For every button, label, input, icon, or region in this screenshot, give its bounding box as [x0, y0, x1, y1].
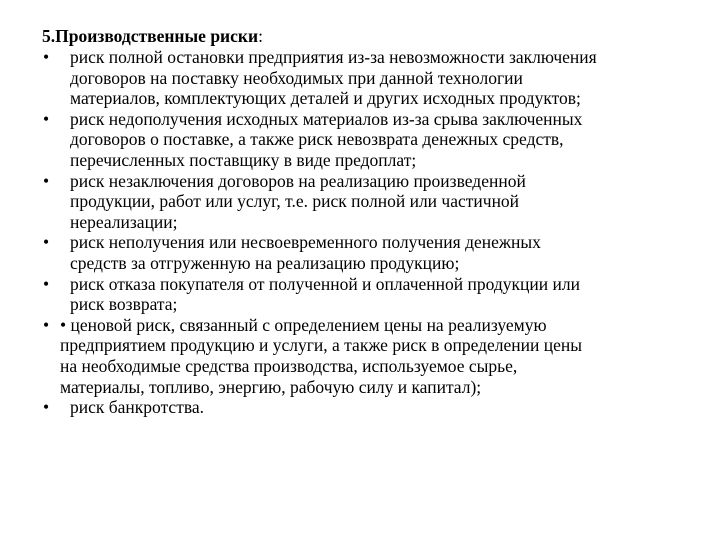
list-item [42, 232, 702, 273]
list-item-text: риск неполучения или несвоевременного получения денежных средств за отгруженную на реализацию продукцию; [70, 232, 541, 273]
bullet-icon: • [43, 397, 50, 418]
list-item [42, 47, 702, 109]
list-item [42, 109, 702, 171]
section-title-colon: : [258, 26, 263, 46]
list-item-text: риск полной остановки предприятия из-за невозможности заключения договоров на поставку необходимых при данной технологии материалов, комплектующих деталей и других исходных продуктов; [70, 47, 597, 109]
list-item-text: риск отказа покупателя от полученной и оплаченной продукции или риск возврата; [70, 273, 580, 315]
slide-content [42, 26, 702, 418]
section-title: 5.Производственные риски [42, 26, 259, 46]
list-item-text: риск незаключения договоров на реализацию произведенной продукции, работ или услуг, т.е. риск полной или частичной нереализации; [70, 170, 526, 232]
bullet-icon: • [43, 232, 50, 253]
risk-list [42, 47, 702, 418]
list-item [42, 397, 702, 418]
bullet-icon: • [43, 273, 50, 294]
list-item-text: риск недополучения исходных материалов из-за срыва заключенных договоров о поставке, а также риск невозврата денежных средств, перечисленных поставщику в виде предоплат; [70, 108, 583, 170]
bullet-icon: • [43, 108, 50, 129]
bullet-icon: • [43, 314, 50, 335]
section-heading [42, 26, 702, 47]
list-item-text: • ценовой риск, связанный с определением цены на реализуемую предприятием продукцию и услуги, а также риск в определении цены на необходимые средства производства, используемое сырье, материалы, топливо, энергию, рабочую силу и капитал); [60, 314, 583, 397]
list-item [42, 171, 702, 233]
bullet-icon: • [43, 170, 50, 191]
list-item [42, 274, 702, 315]
list-item [42, 315, 702, 397]
list-item-text: риск банкротства. [70, 397, 205, 418]
bullet-icon: • [43, 47, 50, 67]
